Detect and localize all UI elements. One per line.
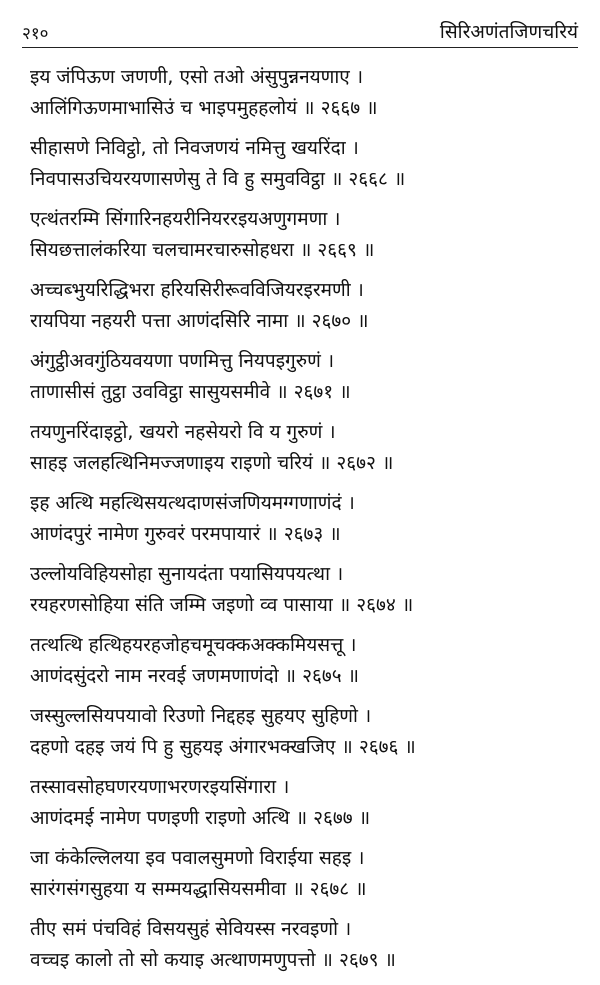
verse-line: दहणो दहइ जयं पि हु सुहयइ अंगारभक्खजिए ॥ २६७६ ॥ [30, 736, 416, 758]
verse-line: रायपिया नहयरी पत्ता आणंदसिरि नामा ॥ २६७० ॥ [30, 310, 369, 332]
verse-2667 [30, 62, 580, 124]
verse-line: रयहरणसोहिया संति जम्मि जइणो व्व पासाया ॥ २६७४ ॥ [30, 594, 414, 616]
verse-line: आणंदपुरं नामेण गुरुवरं परमपायारं ॥ २६७३ ॥ [30, 523, 341, 545]
verse-line: अंगुट्ठीअवगुंठियवयणा पणमित्तु नियपइगुरुणं । [30, 350, 335, 372]
page-number: २१० [22, 24, 49, 44]
verse-2673 [30, 488, 580, 550]
verse-line: एत्थंतरम्मि सिंगारिनहयरीनियररइयअणुगमणा । [30, 208, 341, 230]
verse-list [30, 62, 580, 985]
verse-line: तस्सावसोहघणरयणाभरणरइयसिंगारा । [30, 776, 290, 798]
verse-2668 [30, 133, 580, 195]
verse-line: जा कंकेल्लिलया इव पवालसुमणो विराईया सहइ । [30, 847, 365, 869]
verse-2669 [30, 204, 580, 266]
verse-2676 [30, 701, 580, 763]
verse-2671 [30, 346, 580, 408]
verse-line: तत्थत्थि हत्थिहयरहजोहचमूचक्कअक्कमियसत्तू । [30, 634, 357, 656]
verse-line: साहइ जलहत्थिनिमज्जणाइय राइणो चरियं ॥ २६७२ ॥ [30, 452, 394, 474]
verse-line: वच्चइ कालो तो सो कयाइ अत्थाणमणुपत्तो ॥ २६७९ ॥ [30, 949, 396, 971]
verse-2672 [30, 417, 580, 479]
verse-line: जस्सुल्लसियपयावो रिउणो निद्दहइ सुहयए सुहिणो । [30, 705, 372, 727]
running-title: सिरिअणंतजिणचरियं [439, 21, 578, 43]
page-header [22, 14, 578, 48]
verse-2677 [30, 772, 580, 834]
verse-line: ताणासीसं तुट्ठा उवविट्ठा सासुयसमीवे ॥ २६७१ ॥ [30, 381, 351, 403]
verse-line: इय जंपिऊण जणणी, एसो तओ अंसुपुन्ननयणाए । [30, 66, 364, 88]
verse-2675 [30, 630, 580, 692]
verse-2678 [30, 843, 580, 905]
verse-line: आणंदसुंदरो नाम नरवई जणमणाणंदो ॥ २६७५ ॥ [30, 665, 360, 687]
verse-line: निवपासउचियरयणासणेसु ते वि हु समुवविट्ठा ॥ २६६८ ॥ [30, 168, 406, 190]
verse-line: सारंगसंगसुहया य सम्मयद्धासियसमीवा ॥ २६७८ ॥ [30, 878, 367, 900]
verse-line: आलिंगिऊणमाभासिउं च भाइपमुहहलोयं ॥ २६६७ ॥ [30, 97, 378, 119]
verse-line: आणंदमई नामेण पणइणी राइणो अत्थि ॥ २६७७ ॥ [30, 807, 371, 829]
verse-2670 [30, 275, 580, 337]
verse-line: सीहासणे निविट्ठो, तो निवजणयं नमित्तु खयरिंदा । [30, 137, 359, 159]
verse-line: अच्चब्भुयरिद्धिभरा हरियसिरीरूवविजियरइरमणी । [30, 279, 364, 301]
verse-line: तयणुनरिंदाइट्ठो, खयरो नहसेयरो वि य गुरुणं । [30, 421, 336, 443]
verse-line: तीए समं पंचविहं विसयसुहं सेवियस्स नरवइणो । [30, 918, 352, 940]
verse-line: इह अत्थि महत्थिसयत्थदाणसंजणियमग्गणाणंदं । [30, 492, 355, 514]
verse-line: सियछत्तालंकरिया चलचामरचारुसोहधरा ॥ २६६९ ॥ [30, 239, 375, 261]
verse-2679 [30, 914, 580, 976]
verse-line: उल्लोयविहियसोहा सुनायदंता पयासियपयत्था । [30, 563, 344, 585]
verse-2674 [30, 559, 580, 621]
